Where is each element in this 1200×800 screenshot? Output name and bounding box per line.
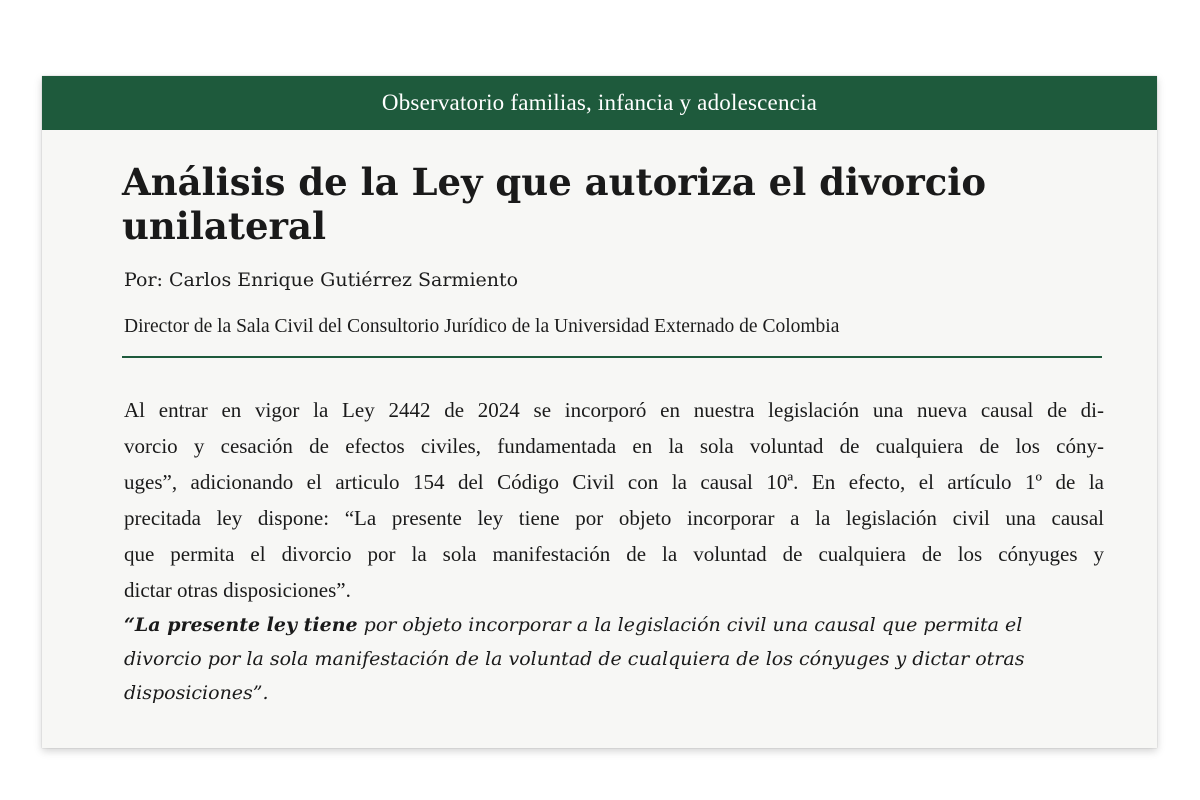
header-banner — [42, 76, 1157, 130]
article-title — [122, 160, 1082, 248]
banner-title: Observatorio familias, infancia y adolescencia — [381, 90, 818, 115]
author-affiliation: Director de la Sala Civil del Consultorio Jurídico de la Universidad Externado de Colombia — [124, 316, 840, 337]
paragraph-line: Al entrar en vigor la Ley 2442 de 2024 se incorporó en nuestra legislación una nueva causal de di- — [124, 398, 1104, 422]
article-title-line-2: unilateral — [122, 204, 327, 248]
author-byline: Por: Carlos Enrique Gutiérrez Sarmiento — [124, 269, 519, 291]
quote-line: disposiciones”. — [124, 682, 269, 704]
quote-line-1-rest: por objeto incorporar a la legislación civil una causal que permita el — [357, 614, 1023, 636]
paragraph-line: precitada ley dispone: “La presente ley tiene por objeto incorporar a la legislación civil una causal — [124, 506, 1104, 530]
paragraph-line: uges”, adicionando el articulo 154 del Código Civil con la causal 10ª. En efecto, el artículo 1º de la — [124, 470, 1104, 494]
paragraph-line: dictar otras disposiciones”. — [124, 578, 351, 602]
divider-rule — [122, 356, 1102, 358]
quote-line: divorcio por la sola manifestación de la voluntad de cualquiera de los cónyuges y dictar otras — [124, 648, 1025, 670]
article-title-line-1: Análisis de la Ley que autoriza el divorcio — [122, 160, 987, 204]
paragraph-line: que permita el divorcio por la sola manifestación de la voluntad de cualquiera de los cónyuges y — [124, 542, 1104, 566]
quote-line — [124, 608, 1104, 642]
pull-quote — [124, 608, 1104, 710]
quote-lead: “La presente ley tiene — [124, 614, 358, 636]
article-card — [42, 76, 1157, 748]
body-paragraph — [124, 392, 1104, 608]
paragraph-line: vorcio y cesación de efectos civiles, fundamentada en la sola voluntad de cualquiera de los cóny- — [124, 434, 1104, 458]
